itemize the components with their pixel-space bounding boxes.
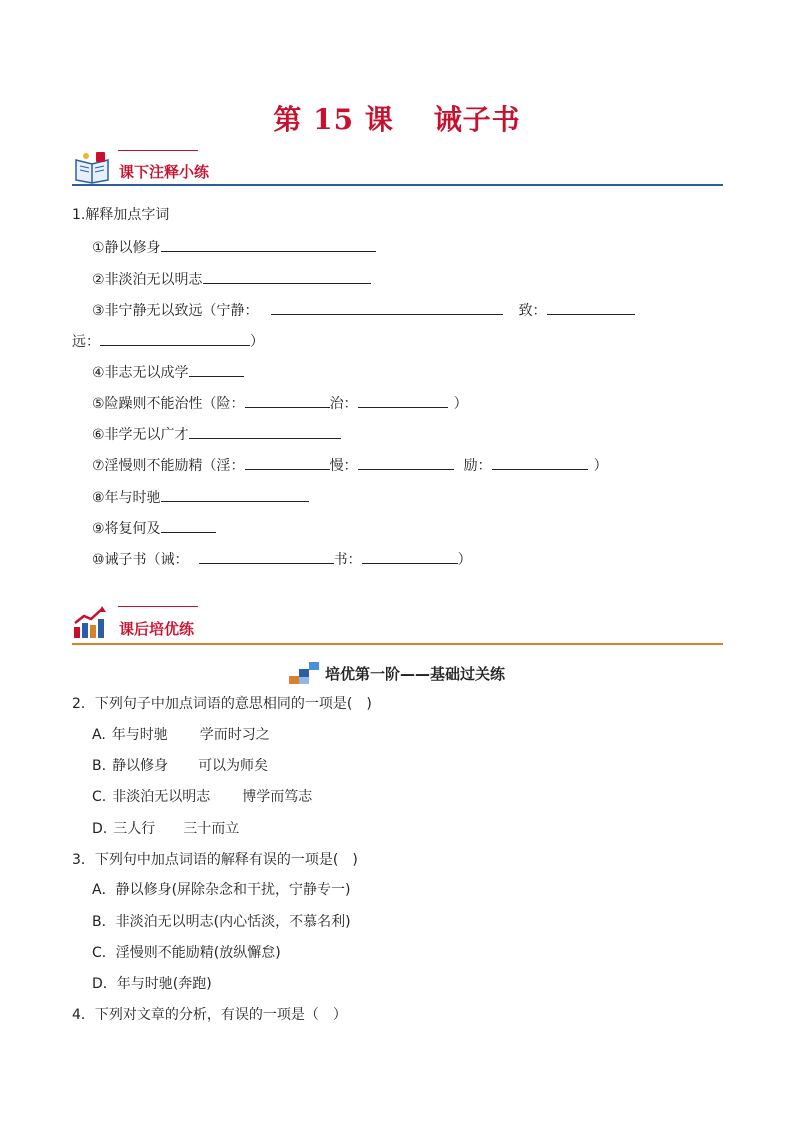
section-title-practice: 课后培优练 bbox=[119, 620, 195, 638]
open-book-icon bbox=[72, 150, 112, 184]
answer-blank[interactable] bbox=[358, 455, 454, 470]
answer-blank[interactable] bbox=[161, 237, 376, 252]
list-item: ④非志无以成学 bbox=[92, 362, 244, 382]
answer-blank[interactable] bbox=[547, 300, 635, 315]
answer-blank[interactable] bbox=[189, 424, 341, 439]
question-stem: 3．下列句中加点词语的解释有误的一项是( ) bbox=[72, 852, 358, 868]
question-stem: 2．下列句子中加点词语的意思相同的一项是( ) bbox=[72, 696, 372, 712]
list-item: ⑨将复何及 bbox=[92, 518, 216, 538]
answer-blank[interactable] bbox=[161, 518, 216, 533]
subsection-heading: 培优第一阶——基础过关练 bbox=[0, 662, 794, 684]
answer-blank[interactable] bbox=[203, 269, 371, 284]
answer-blank[interactable] bbox=[245, 393, 330, 408]
list-item: ⑩诫子书（诫： 书： ） bbox=[92, 549, 472, 569]
question-heading: 1.解释加点字词 bbox=[72, 207, 170, 223]
list-item: ⑧年与时驰 bbox=[92, 487, 309, 507]
option-row[interactable]: A．静以修身(屏除杂念和干扰，宁静专一) bbox=[92, 882, 351, 898]
question-stem: 4．下列对文章的分析，有误的一项是（ ） bbox=[72, 1007, 347, 1023]
option-row[interactable]: C. 非淡泊无以明志 博学而笃志 bbox=[92, 789, 313, 805]
answer-blank[interactable] bbox=[245, 455, 330, 470]
answer-blank[interactable] bbox=[199, 549, 334, 564]
list-item: ⑤险躁则不能治性（险： 治： ） bbox=[92, 393, 468, 413]
answer-blank[interactable] bbox=[492, 455, 588, 470]
answer-blank[interactable] bbox=[100, 331, 250, 346]
section-divider bbox=[72, 184, 723, 186]
list-item: ①静以修身 bbox=[92, 237, 376, 257]
list-item: ⑦淫慢则不能励精（淫： 慢： 励： ） bbox=[92, 455, 608, 475]
list-item: ③非宁静无以致远（宁静： 致： bbox=[92, 300, 635, 320]
answer-blank[interactable] bbox=[362, 549, 458, 564]
option-row[interactable]: D. 三人行 三十而立 bbox=[92, 821, 240, 837]
answer-blank[interactable] bbox=[189, 362, 244, 377]
section-title-notes: 课下注释小练 bbox=[119, 163, 210, 181]
page-title: 第 15 课 诫子书 bbox=[273, 103, 521, 136]
section-divider bbox=[72, 643, 723, 645]
list-item: 远： ） bbox=[72, 331, 264, 351]
rising-chart-icon bbox=[72, 605, 108, 639]
option-row[interactable]: B．非淡泊无以明志(内心恬淡，不慕名利) bbox=[92, 914, 351, 930]
option-row[interactable]: C．淫慢则不能励精(放纵懈怠) bbox=[92, 945, 281, 961]
answer-blank[interactable] bbox=[358, 393, 448, 408]
option-row[interactable]: A. 年与时驰 学而时习之 bbox=[92, 727, 270, 743]
answer-blank[interactable] bbox=[161, 487, 309, 502]
list-item: ②非淡泊无以明志 bbox=[92, 269, 371, 289]
stairs-icon bbox=[289, 662, 319, 684]
list-item: ⑥非学无以广才 bbox=[92, 424, 341, 444]
option-row[interactable]: B. 静以修身 可以为师矣 bbox=[92, 758, 269, 774]
answer-blank[interactable] bbox=[271, 300, 503, 315]
section-accent-bar bbox=[118, 606, 198, 607]
section-accent-bar bbox=[118, 150, 198, 151]
option-row[interactable]: D．年与时驰(奔跑) bbox=[92, 976, 212, 992]
